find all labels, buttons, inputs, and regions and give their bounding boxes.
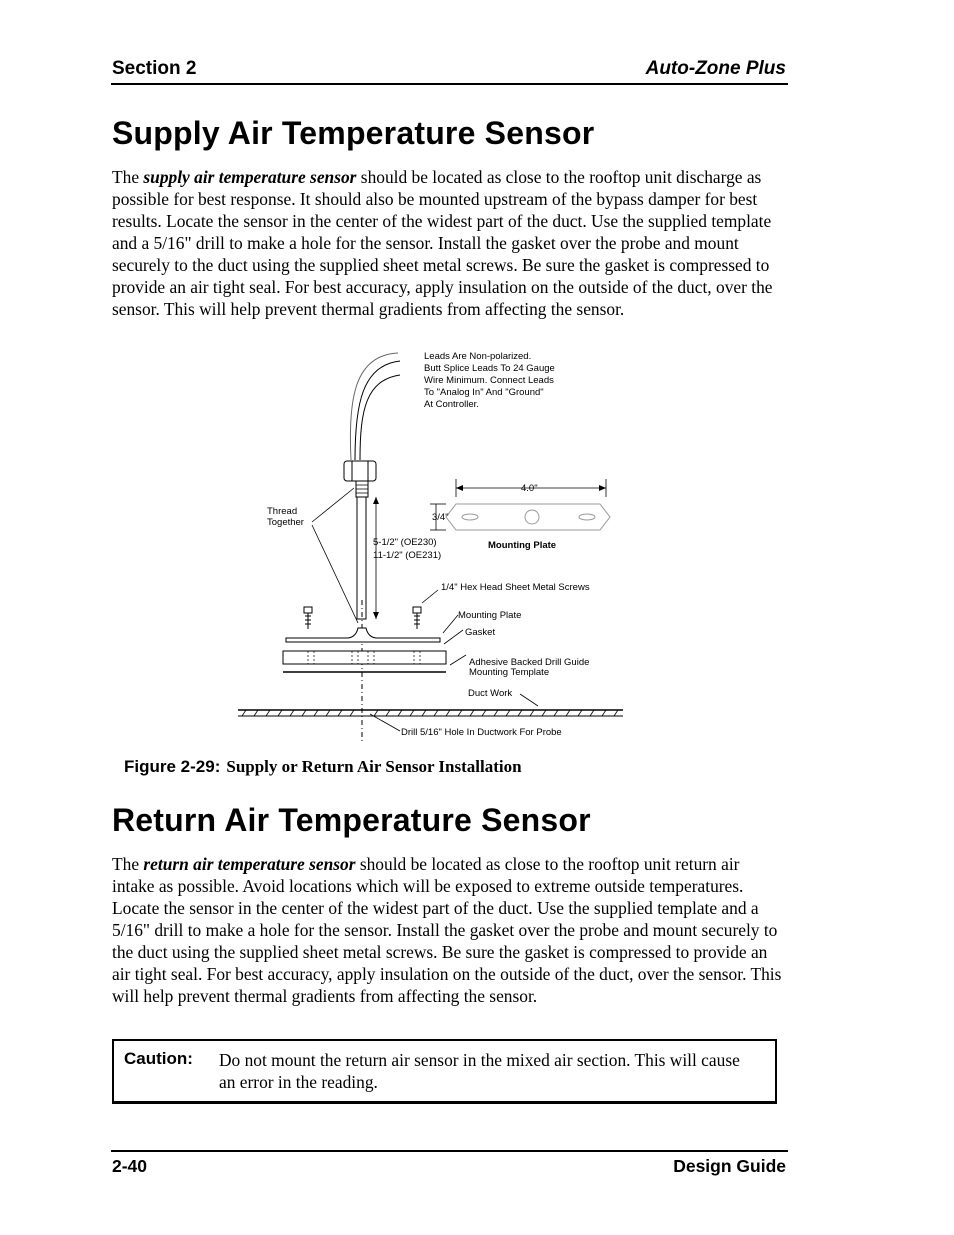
plate-height-dimension: 3/4" [432, 512, 449, 523]
supply-paragraph: The supply air temperature sensor should be located as close to the rooftop unit discharge as possible for best response. It should also be mounted upstream of the bypass damper for best results. Locate the sensor in the center of the widest part of the duct. Use the supplied template and a 5/16" drill to make a hole for the sensor. Install the gasket over the probe and mount securely to the duct using the supplied sheet metal screws. Be sure the gasket is compressed to provide an air tight seal. For best accuracy, apply insulation on the outside of the duct, over the sensor. This will help prevent thermal gradients from affecting the sensor. [112, 167, 773, 319]
caution-text: Do not mount the return air sensor in the mixed air section. This will cause an error in the reading. [219, 1050, 740, 1092]
gasket-label: Gasket [465, 627, 496, 638]
return-heading: Return Air Temperature Sensor [112, 802, 591, 838]
footer-page-number: 2-40 [112, 1156, 148, 1176]
sensor-installation-diagram [230, 345, 630, 745]
header-rule [111, 83, 788, 85]
supply-term: supply air temperature sensor [143, 167, 357, 187]
sheet-metal-screw [304, 607, 312, 629]
probe-length-oe230: 5-1/2" (OE230) [373, 537, 437, 548]
leads-note: Leads Are Non-polarized. Butt Splice Leads To 24 Gauge Wire Minimum. Connect Leads To "Analog In" And "Ground" At Controller. [424, 351, 555, 410]
mounting-plate-top [446, 504, 610, 530]
footer-rule [111, 1150, 788, 1152]
footer-doc-title: Design Guide [673, 1156, 786, 1176]
template-label-1: Adhesive Backed Drill Guide [469, 657, 590, 668]
figure-caption: Figure 2-29: Supply or Return Air Sensor Installation [124, 757, 522, 776]
template-label-2: Mounting Template [469, 667, 550, 678]
plate-width-dimension: 4.0" [521, 483, 538, 494]
header-section: Section 2 [112, 58, 197, 79]
hex-nut [344, 461, 376, 481]
drill-guide-template [283, 651, 446, 664]
probe-length-oe231: 11-1/2" (OE231) [373, 550, 442, 561]
caution-box [112, 1039, 777, 1104]
drill-hole-label: Drill 5/16" Hole In Ductwork For Probe [401, 727, 562, 738]
return-term: return air temperature sensor [143, 854, 356, 874]
sheet-metal-screw [413, 607, 421, 629]
sensor-lead-wire [360, 375, 400, 460]
mounting-plate-side [286, 628, 440, 642]
return-paragraph: The return air temperature sensor should be located as close to the rooftop unit return air intake as possible. Avoid locations which will be exposed to extreme outside temperatures. Locate the sensor in the center of the widest part of the duct. Use the supplied template and a 5/16" drill to make a hole for the sensor. Install the gasket over the probe and mount securely to the duct using the supplied sheet metal screws. Be sure the gasket is compressed to provide an air tight seal. For best accuracy, apply insulation on the outside of the duct, over the sensor. This will help prevent thermal gradients from affecting the sensor. [112, 854, 782, 1006]
mounting-plate-title: Mounting Plate [488, 540, 557, 551]
duct-work-label: Duct Work [468, 688, 513, 699]
mounting-plate-label: Mounting Plate [458, 610, 522, 621]
sensor-lead-wire [355, 361, 400, 460]
thread-together-label: Thread Together [267, 506, 304, 528]
sensor-lead-wire [350, 353, 398, 460]
header-product: Auto-Zone Plus [645, 58, 786, 79]
screws-label: 1/4" Hex Head Sheet Metal Screws [441, 582, 590, 593]
caution-label: Caution: [124, 1049, 193, 1068]
supply-heading: Supply Air Temperature Sensor [112, 115, 595, 151]
